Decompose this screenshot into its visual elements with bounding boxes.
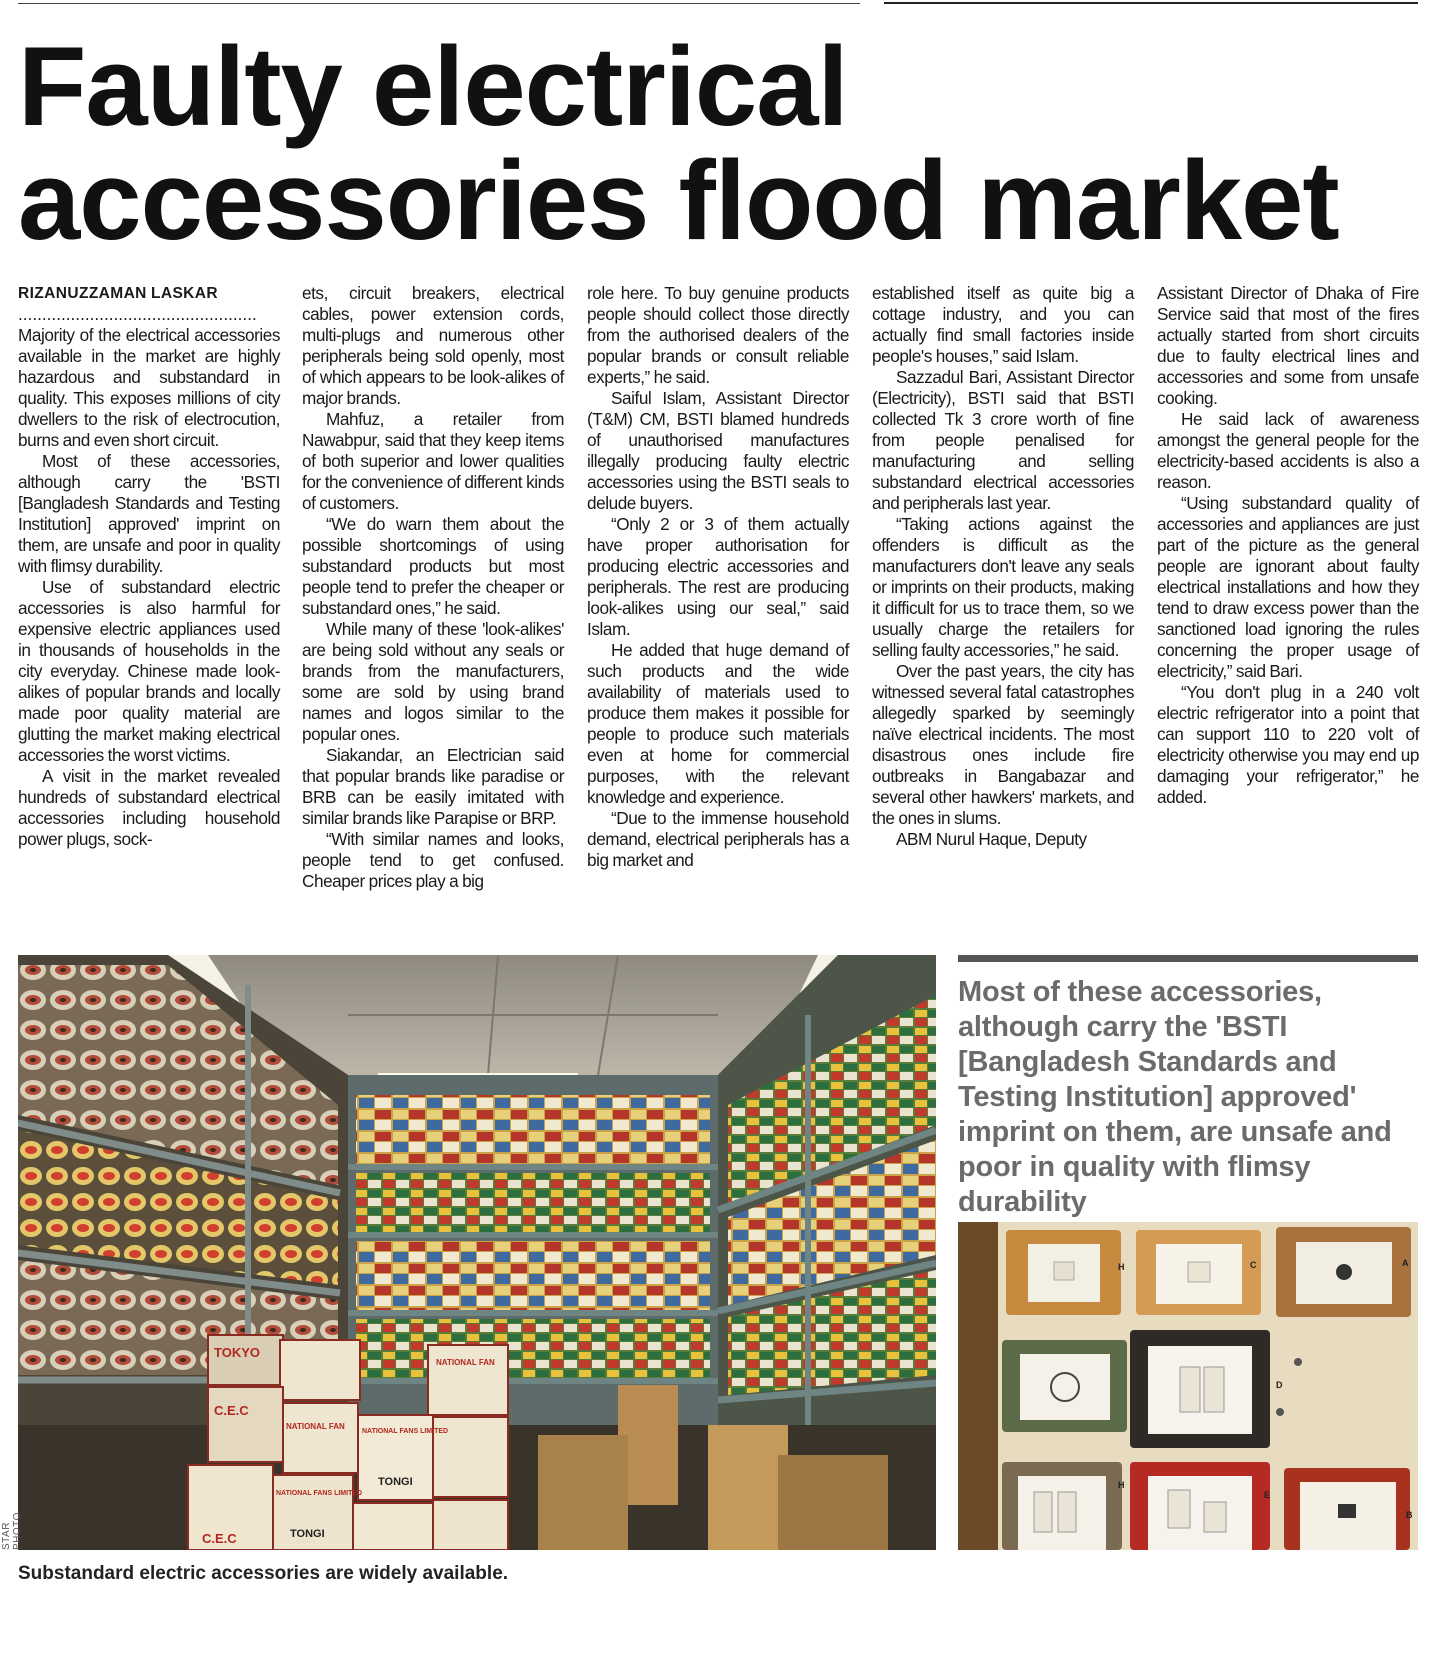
box-label-tongi-2: TONGI — [290, 1528, 325, 1540]
paragraph: “We do warn them about the possible shortcomings of using substandard products but most people tend to prefer the cheaper or substandard ones,” he said. — [302, 514, 564, 618]
switch-label: B — [1406, 1510, 1413, 1520]
paragraph: “Due to the immense household demand, electrical peripherals has a big market and — [587, 808, 849, 870]
paragraph: “Taking actions against the offenders is difficult as the manufacturers don't leave any seals or imprints on their products, making it difficult for us to trace them, so we usually charge the retailers for selling faulty accessories,” he said. — [872, 514, 1134, 660]
paragraph: Most of these accessories, although carry the 'BSTI [Bangladesh Standards and Testing Institution] approved' imprint on them, are unsafe and poor in quality with flimsy durability. — [18, 451, 280, 576]
paragraph: ABM Nurul Haque, Deputy — [896, 829, 1087, 849]
paragraph: He added that huge demand of such products and the wide availability of materials used to produce them makes it possible for people to produce such materials even at home for commercial purposes, with the relevant knowledge and experience. — [587, 640, 849, 807]
switches-photo — [958, 1222, 1418, 1550]
paragraph: established itself as quite big a cottage industry, and you can actually find small factories inside people's houses,” said Islam. — [872, 283, 1134, 366]
paragraph: “You don't plug in a 240 volt electric refrigerator into a point that can support 110 to 220 volt of electricity otherwise you may end up damaging your refrigerator,” he added. — [1157, 682, 1419, 807]
article-column-3 — [587, 283, 849, 871]
byline-rule: .................................................. — [18, 304, 257, 324]
pullquote-rule — [958, 955, 1418, 962]
switch-label: E — [1264, 1490, 1271, 1500]
box-label-national-fan: NATIONAL FAN — [436, 1358, 495, 1367]
paragraph: “With similar names and looks, people tend to get confused. Cheaper prices play a big — [302, 829, 564, 891]
headline: Faulty electrical accessories flood market — [18, 24, 1339, 263]
box-label-national-fans: NATIONAL FANS LIMITED — [362, 1428, 449, 1435]
paragraph: ets, circuit breakers, electrical cables, power extension cords, multi-plugs and numerous other peripherals being sold openly, most of which appears to be look-alikes of major brands. — [302, 283, 564, 408]
paragraph: “Using substandard quality of accessories and appliances are just part of the picture as the general people are ignorant about faulty electrical installations and how they tend to draw excess power than the sanctioned load ignoring the rules concerning the proper usage of electricity,” said Bari. — [1157, 493, 1419, 681]
shop-photo — [18, 955, 936, 1550]
fan-boxes — [188, 1335, 508, 1550]
paragraph: Majority of the electrical accessories available in the market are highly hazardous and substandard in quality. This exposes millions of city dwellers to the risk of electrocution, burns and even short circuit. — [18, 325, 280, 450]
paragraph: Siakandar, an Electrician said that popular brands like paradise or BRB can be easily imitated with similar brands like Parapise or BRP. — [302, 745, 564, 828]
switch-label: C — [1250, 1260, 1257, 1270]
switch-label: D — [1276, 1380, 1283, 1390]
box-label-cec: C.E.C — [214, 1403, 249, 1418]
switch-label: H — [1118, 1480, 1125, 1490]
box-label-national-fans-2: NATIONAL FANS LIMITED — [276, 1490, 363, 1497]
paragraph: Mahfuz, a retailer from Nawabpur, said that they keep items of both superior and lower qualities for the convenience of different kinds of customers. — [302, 409, 564, 513]
box-label-cec-2: C.E.C — [202, 1531, 237, 1546]
paragraph: Sazzadul Bari, Assistant Director (Electricity), BSTI said that BSTI collected Tk 3 crore worth of fine from people penalised for manufacturing and selling substandard electrical accessories and peripherals last year. — [872, 367, 1134, 513]
photo-caption: Substandard electric accessories are widely available. — [18, 1563, 509, 1584]
article-column-4 — [872, 283, 1134, 850]
switch-label: H — [1118, 1262, 1125, 1272]
paragraph: A visit in the market revealed hundreds of substandard electrical accessories including household power plugs, sock- — [18, 766, 280, 849]
article-column-5 — [1157, 283, 1419, 808]
paragraph: Assistant Director of Dhaka of Fire Service said that most of the fires actually started from short circuits due to faulty electrical lines and accessories and some from unsafe cooking. — [1157, 283, 1419, 408]
paragraph: Over the past years, the city has witnessed several fatal catastrophes allegedly sparked by seemingly naïve electrical incidents. The most disastrous ones include fire outbreaks in Bangabazar and several other hawkers' markets, and the ones in slums. — [872, 661, 1134, 828]
box-label-tokyo: TOKYO — [214, 1345, 260, 1360]
paragraph: While many of these 'look-alikes' are being sold without any seals or brands from the manufacturers, some are sold by using brand names and logos similar to the popular ones. — [302, 619, 564, 744]
paragraph: role here. To buy genuine products people should collect those directly from the authorised dealers of the popular brands or consult reliable experts,” he said. — [587, 283, 849, 387]
photo-credit: STAR PHOTO — [1, 1512, 23, 1550]
article-column-2 — [302, 283, 564, 892]
switch-label: A — [1402, 1258, 1409, 1268]
box-label-national-fan-2: NATIONAL FAN — [286, 1422, 345, 1431]
byline: RIZANUZZAMAN LASKAR — [18, 285, 218, 302]
box-label-tongi: TONGI — [378, 1476, 413, 1488]
paragraph: “Only 2 or 3 of them actually have proper authorisation for producing electric accessories and peripherals. The rest are producing look-alikes using our seal,” said Islam. — [587, 514, 849, 639]
paragraph: He said lack of awareness amongst the general people for the electricity-based accidents is also a reason. — [1157, 409, 1419, 492]
article-column-1 — [18, 283, 280, 850]
pullquote: Most of these accessories, although carry the 'BSTI [Bangladesh Standards and Testing Institution] approved' imprint on them, are unsafe and poor in quality with flimsy durability — [958, 976, 1392, 1218]
paragraph: Saiful Islam, Assistant Director (T&M) CM, BSTI blamed hundreds of unauthorised manufactures illegally producing faulty electric accessories using the BSTI seals to delude buyers. — [587, 388, 849, 513]
top-rule-right — [884, 2, 1418, 4]
top-rule-left — [18, 0, 860, 4]
paragraph: Use of substandard electric accessories is also harmful for expensive electric appliances used in thousands of households in the city everyday. Chinese made look-alikes of popular brands and locally made poor quality material are glutting the market making electrical accessories the worst victims. — [18, 577, 280, 765]
